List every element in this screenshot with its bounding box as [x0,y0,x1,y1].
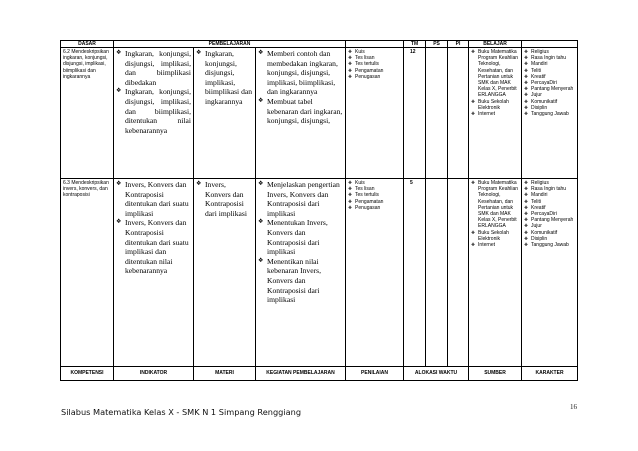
kegiatan-cell [256,179,346,367]
list-item: ❖ Internet [471,242,519,248]
sumber-cell [469,48,522,179]
header-tm: TM [404,41,426,48]
footer-karakter: KARAKTER [522,367,578,381]
list-item: ❖ Penugasan [348,205,401,211]
header-dasar: DASAR [61,41,114,48]
list-item: ❖ Tes tertulis [348,192,401,198]
list-item: ❖ Jujur [524,223,575,229]
ps-cell [426,179,448,367]
kompetensi-cell: 6.2 Mendeskripsikan ingkaran, konjungsi, disjungsi, implikasi, biimplikasi dan ingkarannya [61,48,114,179]
header-empty-2 [522,41,578,48]
header-pembelajaran: PEMBELAJARAN [114,41,346,48]
tm-cell: 12 [404,48,426,179]
indikator-cell [114,48,194,179]
list-item: ❖ Rasa Ingin tahu [524,186,575,192]
list-item: ❖ Buku Matematika Program Keahlian Teknologi, Kesehatan, dan Pertanian untuk SMK dan MAK Kelas X, Penerbit ERLANGGA [471,180,519,230]
list-item: ❖ Tes lisan [348,55,401,61]
list-item: ❖ Mandiri [524,192,575,198]
list-item: ❖ Invers, Konvers dan Kontraposisi ditentukan dari suatu implikasi [116,180,191,218]
list-item: ❖ Memberi contoh dan membedakan ingkaran, konjungsi, disjungsi, implikasi, biimplikasi, dan ingkarannya [258,49,343,97]
footer-materi: MATERI [194,367,256,381]
header-belajar: BELAJAR [469,41,522,48]
bullet-list [196,49,253,107]
list-item: ❖ Kuis [348,180,401,186]
bullet-list [196,180,253,218]
kegiatan-cell [256,48,346,179]
list-item: ❖ Pantang Menyerah [524,86,575,92]
page-number: 16 [570,403,577,411]
list-item: ❖ Menjelaskan pengertian Invers, Konvers dan Kontraposisi dari implikasi [258,180,343,218]
table-header-row [61,41,578,48]
list-item: ❖ Tes tertulis [348,61,401,67]
list-item: ❖ Ingkaran, konjungsi, disjungsi, implikasi, dan biimplikasi dibedakan [116,49,191,87]
list-item: ❖ Mandiri [524,61,575,67]
bullet-list [258,49,343,126]
list-item: ❖ Disiplin [524,105,575,111]
list-item: ❖ PercayaDiri [524,211,575,217]
list-item: ❖ Invers, Konvers dan Kontraposisi ditentukan dari suatu implikasi dan ditentukan nilai kebenarannya [116,218,191,276]
penilaian-cell [346,48,404,179]
sumber-cell [469,179,522,367]
list-item: ❖ Menentukan Invers, Konvers dan Kontraposisi dari implikasi [258,218,343,256]
footer-sumber: SUMBER [469,367,522,381]
header-empty [346,41,404,48]
bullet-list [524,49,575,117]
list-item: ❖ Tanggung Jawab [524,111,575,117]
footer-penilaian: PENILAIAN [346,367,404,381]
list-item: ❖ Disiplin [524,236,575,242]
list-item: ❖ Kuis [348,49,401,55]
bullet-list [116,49,191,135]
header-pi: PI [448,41,469,48]
list-item: ❖ Religius [524,180,575,186]
kompetensi-cell: 6.3 Mendeskripsikan invers, konvers, dan kontraposisi [61,179,114,367]
list-item: ❖ PercayaDiri [524,80,575,86]
list-item: ❖ Tanggung Jawab [524,242,575,248]
list-item: ❖ Teliti [524,68,575,74]
list-item: ❖ Internet [471,111,519,117]
list-item: ❖ Tes lisan [348,186,401,192]
materi-cell [194,48,256,179]
pi-cell [448,179,469,367]
indikator-cell [114,179,194,367]
karakter-cell [522,48,578,179]
header-ps: PS [426,41,448,48]
syllabus-table [60,40,578,381]
tm-cell: 5 [404,179,426,367]
list-item: ❖ Komunikatif [524,230,575,236]
footer-indikator: INDIKATOR [114,367,194,381]
bullet-list [524,180,575,248]
list-item: ❖ Buku Matematika Program Keahlian Teknologi, Kesehatan, dan Pertanian untuk SMK dan MAK Kelas X, Penerbit ERLANGGA [471,49,519,99]
list-item: ❖ Komunikatif [524,99,575,105]
bullet-list [258,180,343,305]
karakter-cell [522,179,578,367]
list-item: ❖ Ingkaran, konjungsi, disjungsi, implikasi, dan biimplikasi, ditentukan nilai kebenarannya [116,87,191,135]
footer-kompetensi: KOMPETENSI [61,367,114,381]
list-item: ❖ Ingkaran, konjungsi, disjungsi, implikasi, biimplikasi dan ingkarannya [196,49,253,107]
list-item: ❖ Membuat tabel kebenaran dari ingkaran, konjungsi, disjungsi, [258,97,343,126]
footer-text: Silabus Matematika Kelas X - SMK N 1 Simpang Renggiang [61,407,302,417]
list-item: ❖ Buku Sekolah Elektronik [471,99,519,111]
list-item: ❖ Pengamatan [348,68,401,74]
footer-alokasi: ALOKASI WAKTU [404,367,469,381]
list-item: ❖ Penugasan [348,74,401,80]
bullet-list [471,49,519,117]
list-item: ❖ Menentikan nilai kebenaran Invers, Konvers dan Kontraposisi dari implikasi [258,257,343,305]
list-item: ❖ Kreatif [524,205,575,211]
list-item: ❖ Pengamatan [348,199,401,205]
pi-cell [448,48,469,179]
list-item: ❖ Religius [524,49,575,55]
table-row [61,48,578,179]
materi-cell [194,179,256,367]
list-item: ❖ Jujur [524,92,575,98]
list-item: ❖ Teliti [524,199,575,205]
bullet-list [471,180,519,248]
list-item: ❖ Kreatif [524,74,575,80]
table-row [61,179,578,367]
list-item: ❖ Pantang Menyerah [524,217,575,223]
bullet-list [348,49,401,80]
footer-kegiatan: KEGIATAN PEMBELAJARAN [256,367,346,381]
table-footer-row [61,367,578,381]
list-item: ❖ Buku Sekolah Elektronik [471,230,519,242]
list-item: ❖ Rasa Ingin tahu [524,55,575,61]
ps-cell [426,48,448,179]
penilaian-cell [346,179,404,367]
bullet-list [116,180,191,276]
list-item: ❖ Invers, Konvers dan Kontraposisi dari implikasi [196,180,253,218]
bullet-list [348,180,401,211]
